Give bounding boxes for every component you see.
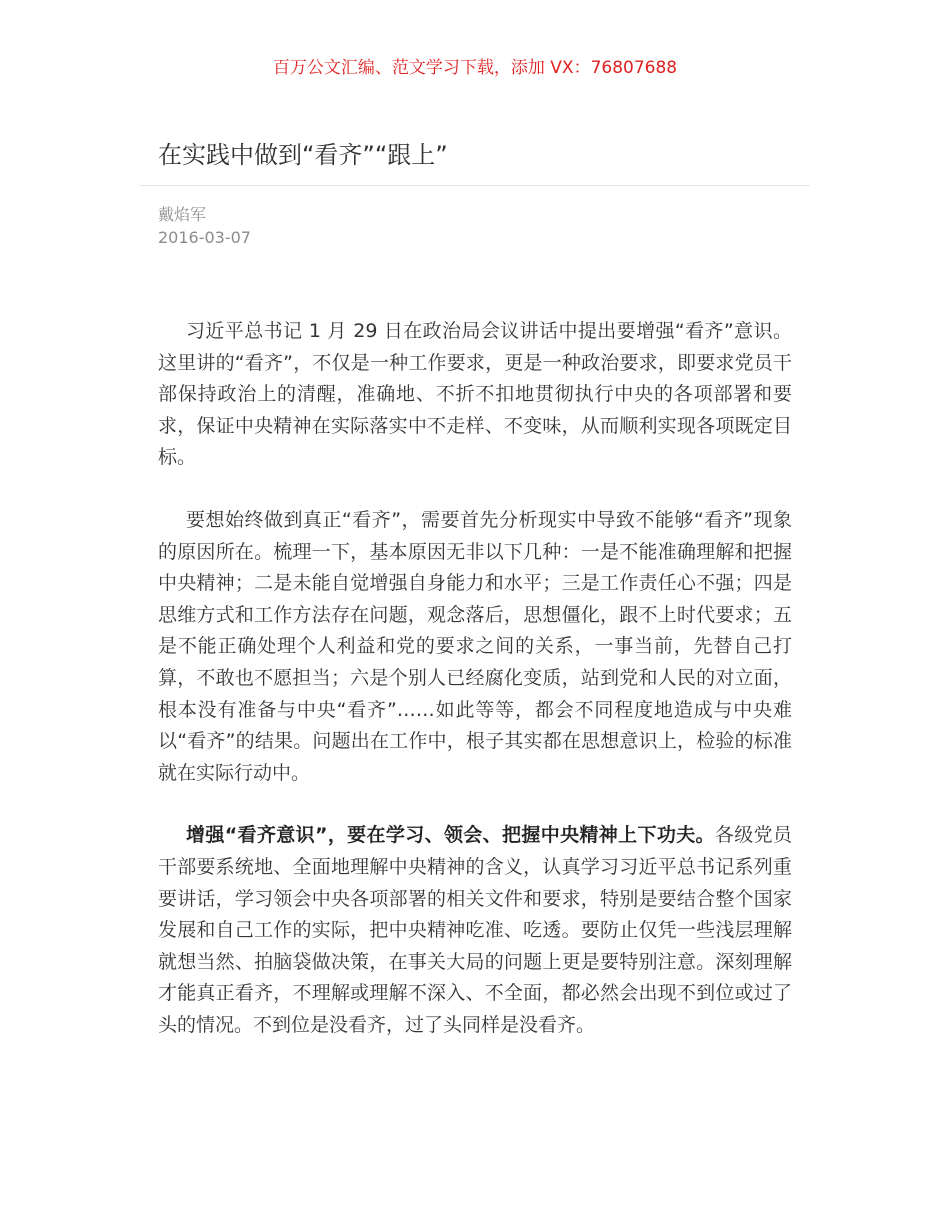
paragraph-text: 习近平总书记 1 月 29 日在政治局会议讲话中提出要增强“看齐”意识。这里讲的“看齐”，不仅是一种工作要求，更是一种政治要求，即要求党员干部保持政治上的清醒，准确地、不折不扣地贯彻执行中央的各项部署和要求，保证中央精神在实际落实中不走样、不变味，从而顺利实现各项既定目标。	[158, 320, 792, 469]
paragraph-1	[158, 316, 792, 474]
article-title: 在实践中做到“看齐”“跟上”	[158, 141, 448, 169]
paragraph-text: 要想始终做到真正“看齐”，需要首先分析现实中导致不能够“看齐”现象的原因所在。梳理一下，基本原因无非以下几种：一是不能准确理解和把握中央精神；二是未能自觉增强自身能力和水平；三是工作责任心不强；四是思维方式和工作方法存在问题，观念落后，思想僵化，跟不上时代要求；五是不能正确处理个人利益和党的要求之间的关系，一事当前，先替自己打算，不敢也不愿担当；六是个别人已经腐化变质，站到党和人民的对立面，根本没有准备与中央“看齐”……如此等等，都会不同程度地造成与中央难以“看齐”的结果。问题出在工作中，根子其实都在思想意识上，检验的标准就在实际行动中。	[158, 508, 792, 784]
article-date: 2016-03-07	[158, 228, 251, 247]
paragraph-lead: 增强“看齐意识”，要在学习、领会、把握中央精神上下功夫。	[186, 824, 715, 847]
paragraph-2	[158, 505, 792, 789]
paragraph-3	[158, 820, 792, 1041]
article-body	[158, 316, 792, 1072]
article-author: 戴焰军	[158, 205, 207, 224]
title-divider	[140, 185, 810, 186]
paragraph-text: 各级党员干部要系统地、全面地理解中央精神的含义，认真学习习近平总书记系列重要讲话，学习领会中央各项部署的相关文件和要求，特别是要结合整个国家发展和自己工作的实际，把中央精神吃准、吃透。要防止仅凭一些浅层理解就想当然、拍脑袋做决策，在事关大局的问题上更是要特别注意。深刻理解才能真正看齐，不理解或理解不深入、不全面，都必然会出现不到位或过了头的情况。不到位是没看齐，过了头同样是没看齐。	[158, 824, 792, 1036]
promo-banner: 百万公文汇编、范文学习下载，添加 VX：76807688	[272, 58, 678, 78]
